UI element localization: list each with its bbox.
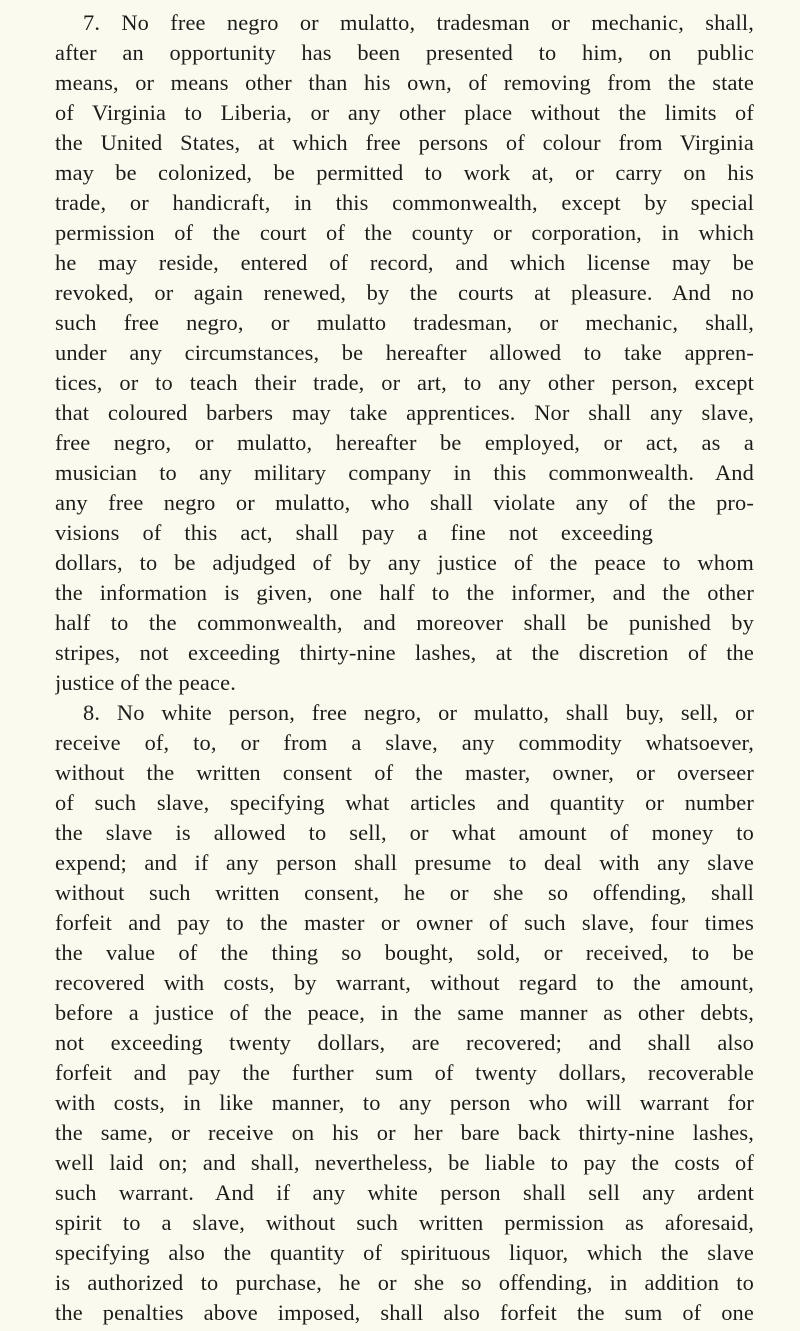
text-line: means, or means other than his own, of removing from the state — [55, 70, 754, 95]
text-line: may be colonized, be permitted to work at, or carry on his — [55, 160, 754, 185]
text-line: 8. No white person, free negro, or mulatto, shall buy, sell, or — [83, 700, 754, 725]
text-line: the penalties above imposed, shall also forfeit the sum of one — [55, 1300, 754, 1325]
text-line: visions of this act, shall pay a fine not exceeding — [55, 520, 653, 545]
text-line: receive of, to, or from a slave, any commodity whatsoever, — [55, 730, 754, 755]
text-line: trade, or handicraft, in this commonwealth, except by special — [55, 190, 754, 215]
text-line: that coloured barbers may take apprentices. Nor shall any slave, — [55, 400, 754, 425]
text-line: such warrant. And if any white person shall sell any ardent — [55, 1180, 754, 1205]
text-line: the slave is allowed to sell, or what amount of money to — [55, 820, 754, 845]
text-line: of such slave, specifying what articles and quantity or number — [55, 790, 754, 815]
text-line: the information is given, one half to the informer, and the other — [55, 580, 754, 605]
text-line: the United States, at which free persons of colour from Virginia — [55, 130, 754, 155]
text-line: tices, or to teach their trade, or art, to any other person, except — [55, 370, 754, 395]
text-line: expend; and if any person shall presume to deal with any slave — [55, 850, 754, 875]
text-line: without such written consent, he or she so offending, shall — [55, 880, 754, 905]
text-line: any free negro or mulatto, who shall violate any of the pro- — [55, 490, 754, 515]
text-line: justice of the peace. — [55, 670, 236, 695]
text-line: after an opportunity has been presented to him, on public — [55, 40, 754, 65]
text-line: is authorized to purchase, he or she so offending, in addition to — [55, 1270, 754, 1295]
section-8-paragraph — [55, 698, 754, 1328]
text-line: well laid on; and shall, nevertheless, be liable to pay the costs of — [55, 1150, 754, 1175]
text-line: specifying also the quantity of spirituous liquor, which the slave — [55, 1240, 754, 1265]
text-line: before a justice of the peace, in the same manner as other debts, — [55, 1000, 754, 1025]
text-line: with costs, in like manner, to any person who will warrant for — [55, 1090, 754, 1115]
text-line: the value of the thing so bought, sold, or received, to be — [55, 940, 754, 965]
text-line: stripes, not exceeding thirty-nine lashes, at the discretion of the — [55, 640, 754, 665]
text-line: spirit to a slave, without such written permission as aforesaid, — [55, 1210, 754, 1235]
text-line: forfeit and pay to the master or owner of such slave, four times — [55, 910, 754, 935]
text-line: forfeit and pay the further sum of twenty dollars, recoverable — [55, 1060, 754, 1085]
text-line: such free negro, or mulatto tradesman, or mechanic, shall, — [55, 310, 754, 335]
text-line: revoked, or again renewed, by the courts at pleasure. And no — [55, 280, 754, 305]
text-line: under any circumstances, be hereafter allowed to take appren- — [55, 340, 754, 365]
text-line: not exceeding twenty dollars, are recovered; and shall also — [55, 1030, 754, 1055]
section-7-paragraph — [55, 8, 754, 698]
text-line: recovered with costs, by warrant, without regard to the amount, — [55, 970, 754, 995]
text-line: dollars, to be adjudged of by any justice of the peace to whom — [55, 550, 754, 575]
text-line: of Virginia to Liberia, or any other place without the limits of — [55, 100, 754, 125]
text-line: the same, or receive on his or her bare back thirty-nine lashes, — [55, 1120, 754, 1145]
text-line: free negro, or mulatto, hereafter be employed, or act, as a — [55, 430, 754, 455]
text-line: he may reside, entered of record, and which license may be — [55, 250, 754, 275]
text-line: permission of the court of the county or corporation, in which — [55, 220, 754, 245]
text-line: without the written consent of the master, owner, or overseer — [55, 760, 754, 785]
text-line: 7. No free negro or mulatto, tradesman or mechanic, shall, — [83, 10, 754, 35]
text-line: musician to any military company in this commonwealth. And — [55, 460, 754, 485]
text-line: half to the commonwealth, and moreover shall be punished by — [55, 610, 754, 635]
